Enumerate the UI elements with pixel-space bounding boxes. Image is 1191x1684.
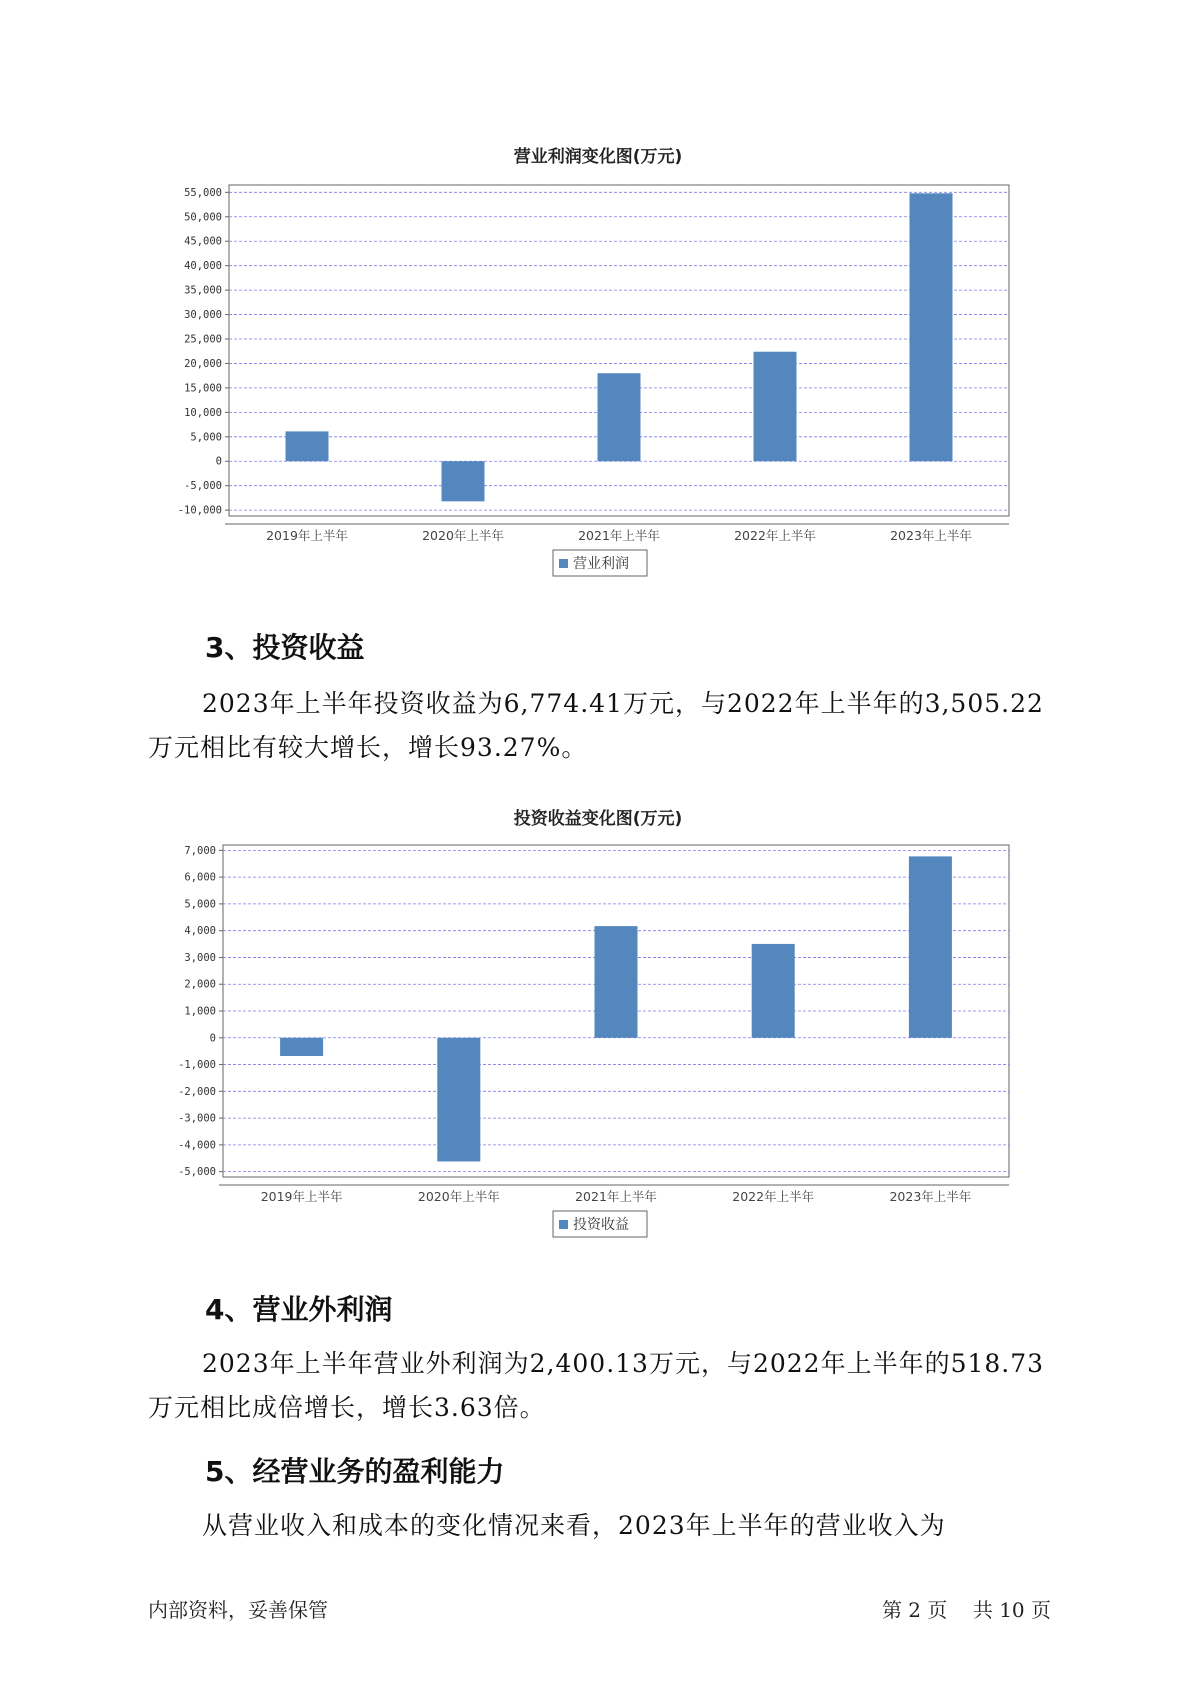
bar: [280, 1038, 323, 1056]
paragraph-line: 2023年上半年营业外利润为2,400.13万元，与2022年上半年的518.73: [202, 1349, 1045, 1378]
page-prefix: 第: [881, 1598, 902, 1622]
x-tick-label: 2020年上半年: [422, 528, 504, 543]
x-tick-label: 2019年上半年: [266, 528, 348, 543]
y-tick-label: 3,000: [184, 951, 216, 964]
y-tick-label: 35,000: [184, 284, 222, 297]
y-tick-label: 25,000: [184, 333, 222, 346]
heading-operating-profitability: 5、经营业务的盈利能力: [205, 1455, 505, 1488]
y-tick-label: -4,000: [178, 1139, 216, 1152]
y-tick-label: -5,000: [178, 1166, 216, 1179]
x-tick-label: 2022年上半年: [732, 1189, 815, 1204]
y-tick-label: 7,000: [184, 844, 216, 857]
y-tick-label: 0: [215, 455, 222, 468]
y-tick-label: -1,000: [178, 1059, 216, 1072]
y-tick-label: 2,000: [184, 978, 216, 991]
total-pages: 10: [999, 1598, 1025, 1622]
legend-swatch: [559, 1220, 568, 1229]
y-tick-label: -10,000: [177, 504, 222, 517]
y-tick-label: 1,000: [184, 1005, 216, 1018]
y-tick-label: 10,000: [184, 406, 222, 419]
x-tick-label: 2023年上半年: [889, 1189, 972, 1204]
y-tick-label: 50,000: [184, 211, 222, 224]
y-tick-label: 20,000: [184, 357, 222, 370]
footer-confidential-note: 内部资料，妥善保管: [148, 1598, 328, 1622]
y-tick-label: 6,000: [184, 871, 216, 884]
paragraph-non-operating-profit: [148, 1342, 1048, 1430]
page-number: 2: [908, 1598, 922, 1622]
x-tick-label: 2022年上半年: [734, 528, 816, 543]
paragraph-operating-profitability: [148, 1504, 1048, 1548]
paragraph-line: 2023年上半年投资收益为6,774.41万元，与2022年上半年的3,505.22: [202, 689, 1044, 718]
page-suffix: 页: [927, 1598, 948, 1622]
x-tick-label: 2023年上半年: [890, 528, 972, 543]
bar: [437, 1038, 480, 1162]
chart-title-investment-income: 投资收益变化图(万元): [513, 809, 683, 829]
x-tick-label: 2019年上半年: [260, 1189, 343, 1204]
x-tick-label: 2020年上半年: [417, 1189, 500, 1204]
y-tick-label: 5,000: [184, 898, 216, 911]
legend-label: 投资收益: [573, 1217, 629, 1233]
y-tick-label: -3,000: [178, 1112, 216, 1125]
y-tick-label: 45,000: [184, 235, 222, 248]
paragraph-line: 万元相比成倍增长，增长3.63倍。: [148, 1393, 546, 1422]
chart-title-operating-profit: 营业利润变化图(万元): [513, 147, 683, 167]
heading-non-operating-profit: 4、营业外利润: [205, 1293, 393, 1326]
y-tick-label: -2,000: [178, 1085, 216, 1098]
y-tick-label: 5,000: [190, 431, 222, 444]
y-tick-label: 40,000: [184, 260, 222, 273]
total-prefix: 共: [972, 1598, 993, 1622]
total-suffix: 页: [1031, 1598, 1051, 1622]
footer-page-indicator: [882, 1594, 1051, 1623]
y-tick-label: 30,000: [184, 309, 222, 322]
heading-investment-income: 3、投资收益: [205, 631, 365, 664]
y-tick-label: 0: [209, 1032, 216, 1045]
paragraph-line: 从营业收入和成本的变化情况来看，2023年上半年的营业收入为: [202, 1511, 946, 1540]
y-tick-label: 15,000: [184, 382, 222, 395]
y-tick-label: 4,000: [184, 925, 216, 938]
x-tick-label: 2021年上半年: [575, 1189, 657, 1204]
legend-label: 营业利润: [573, 556, 629, 572]
bar: [595, 926, 638, 1038]
x-tick-label: 2021年上半年: [578, 528, 660, 543]
bar: [752, 944, 795, 1038]
bar: [909, 856, 952, 1037]
y-tick-label: -5,000: [184, 480, 222, 493]
y-tick-label: 55,000: [184, 186, 222, 199]
paragraph-line: 万元相比有较大增长，增长93.27%。: [148, 733, 588, 762]
